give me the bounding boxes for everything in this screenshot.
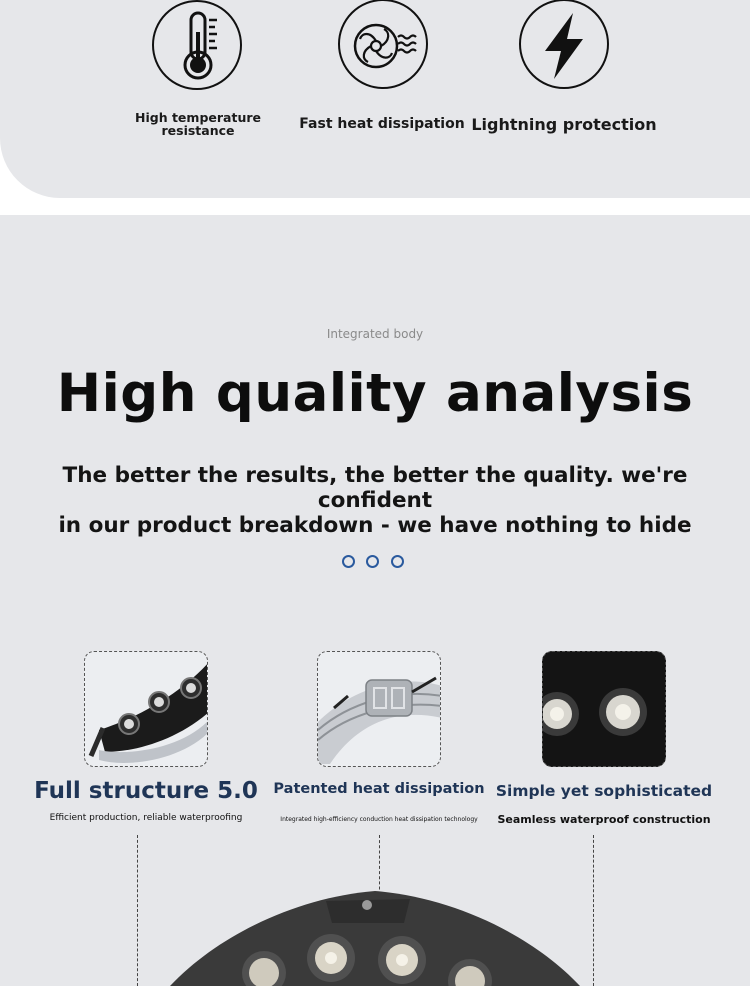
- subhead-line2: in our product breakdown - we have nothing to hide: [58, 513, 692, 538]
- card-title: Simple yet sophisticated: [495, 782, 713, 800]
- product-lamp-image: [0, 215, 750, 986]
- feature-lightning-protection: [0, 0, 750, 198]
- subhead-line1: The better the results, the better the quality. we're confident: [62, 463, 688, 513]
- lightning-icon: [519, 0, 609, 89]
- section-kicker: Integrated body: [326, 327, 424, 341]
- features-band: [0, 0, 750, 198]
- feature-label-line1: High temperature: [135, 110, 261, 125]
- card-title: Full structure 5.0: [34, 778, 258, 804]
- page-title: High quality analysis: [56, 363, 694, 424]
- card-description: Seamless waterproof construction: [497, 813, 711, 826]
- feature-label: Fast heat dissipation: [299, 116, 465, 132]
- quality-analysis-section: [0, 215, 750, 986]
- feature-label: Lightning protection: [471, 115, 657, 134]
- card-description: Integrated high-efficiency conduction heat dissipation technology: [280, 816, 478, 823]
- card-description: Efficient production, reliable waterproofing: [49, 813, 243, 823]
- feature-label-line2: resistance: [161, 123, 235, 138]
- card-title: Patented heat dissipation: [273, 781, 485, 797]
